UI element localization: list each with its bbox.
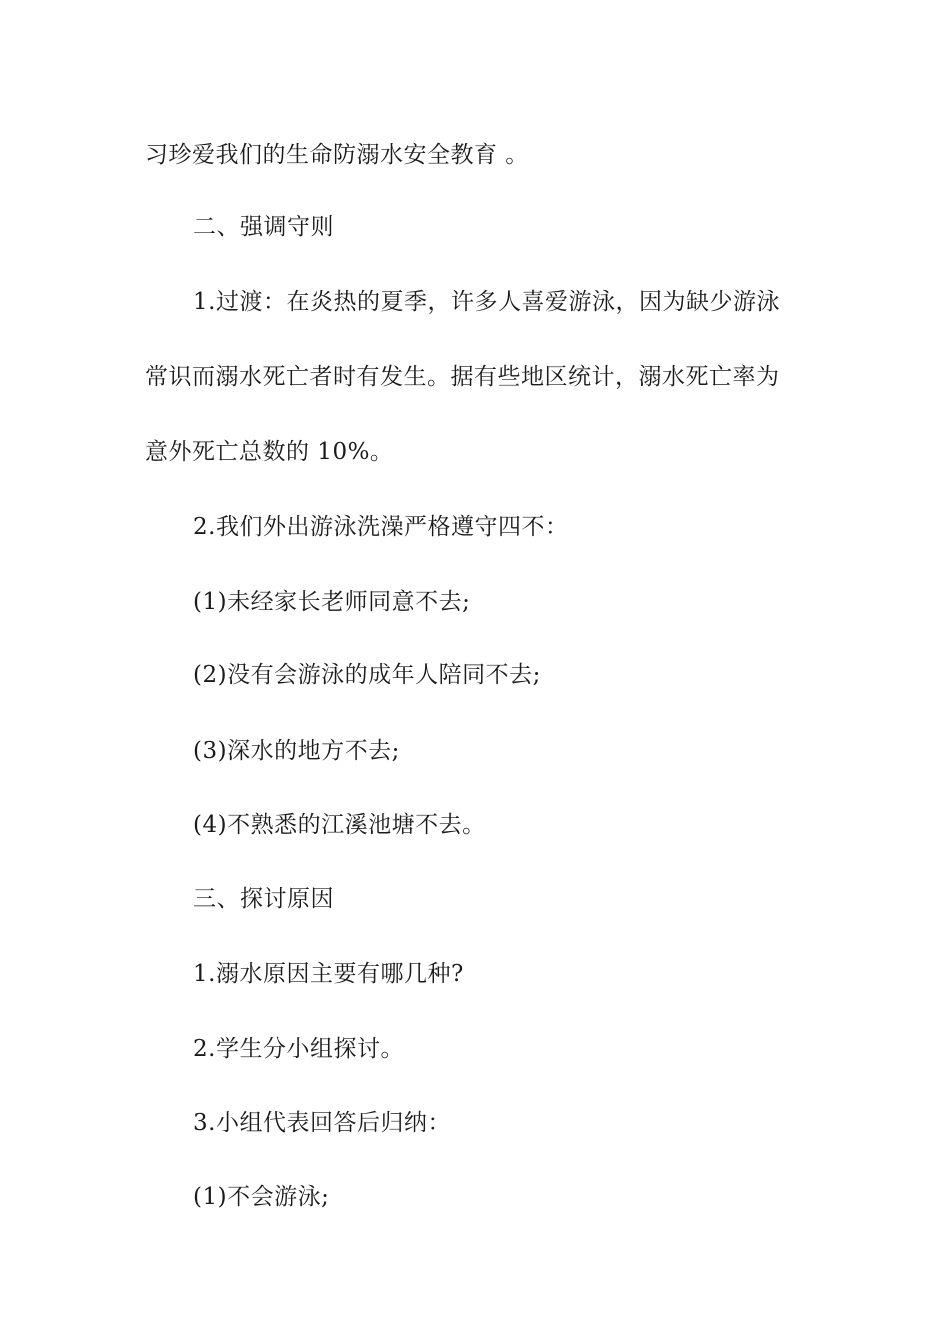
paragraph-line: 3.小组代表回答后归纳： [193,1110,451,1136]
section-heading: 三、探讨原因 [193,886,334,912]
list-item: (1)不会游泳; [193,1184,330,1210]
list-item: (1)未经家长老师同意不去; [193,589,471,615]
list-item: (2)没有会游泳的成年人陪同不去; [193,662,541,688]
paragraph-line: 1.过渡：在炎热的夏季，许多人喜爱游泳，因为缺少游泳 [193,289,780,315]
paragraph-line: 常识而溺水死亡者时有发生。据有些地区统计，溺水死亡率为 [145,364,780,390]
paragraph-line: 2.学生分小组探讨。 [193,1036,404,1062]
list-item: (4)不熟悉的江溪池塘不去。 [193,812,486,838]
paragraph-line: 2.我们外出游泳洗澡严格遵守四不： [193,514,569,540]
paragraph-line: 习珍爱我们的生命防溺水安全教育 。 [145,142,529,168]
paragraph-line: 意外死亡总数的 10%。 [145,439,394,465]
list-item: (3)深水的地方不去; [193,738,400,764]
paragraph-line: 1.溺水原因主要有哪几种? [193,961,464,987]
section-heading: 二、强调守则 [193,214,334,240]
